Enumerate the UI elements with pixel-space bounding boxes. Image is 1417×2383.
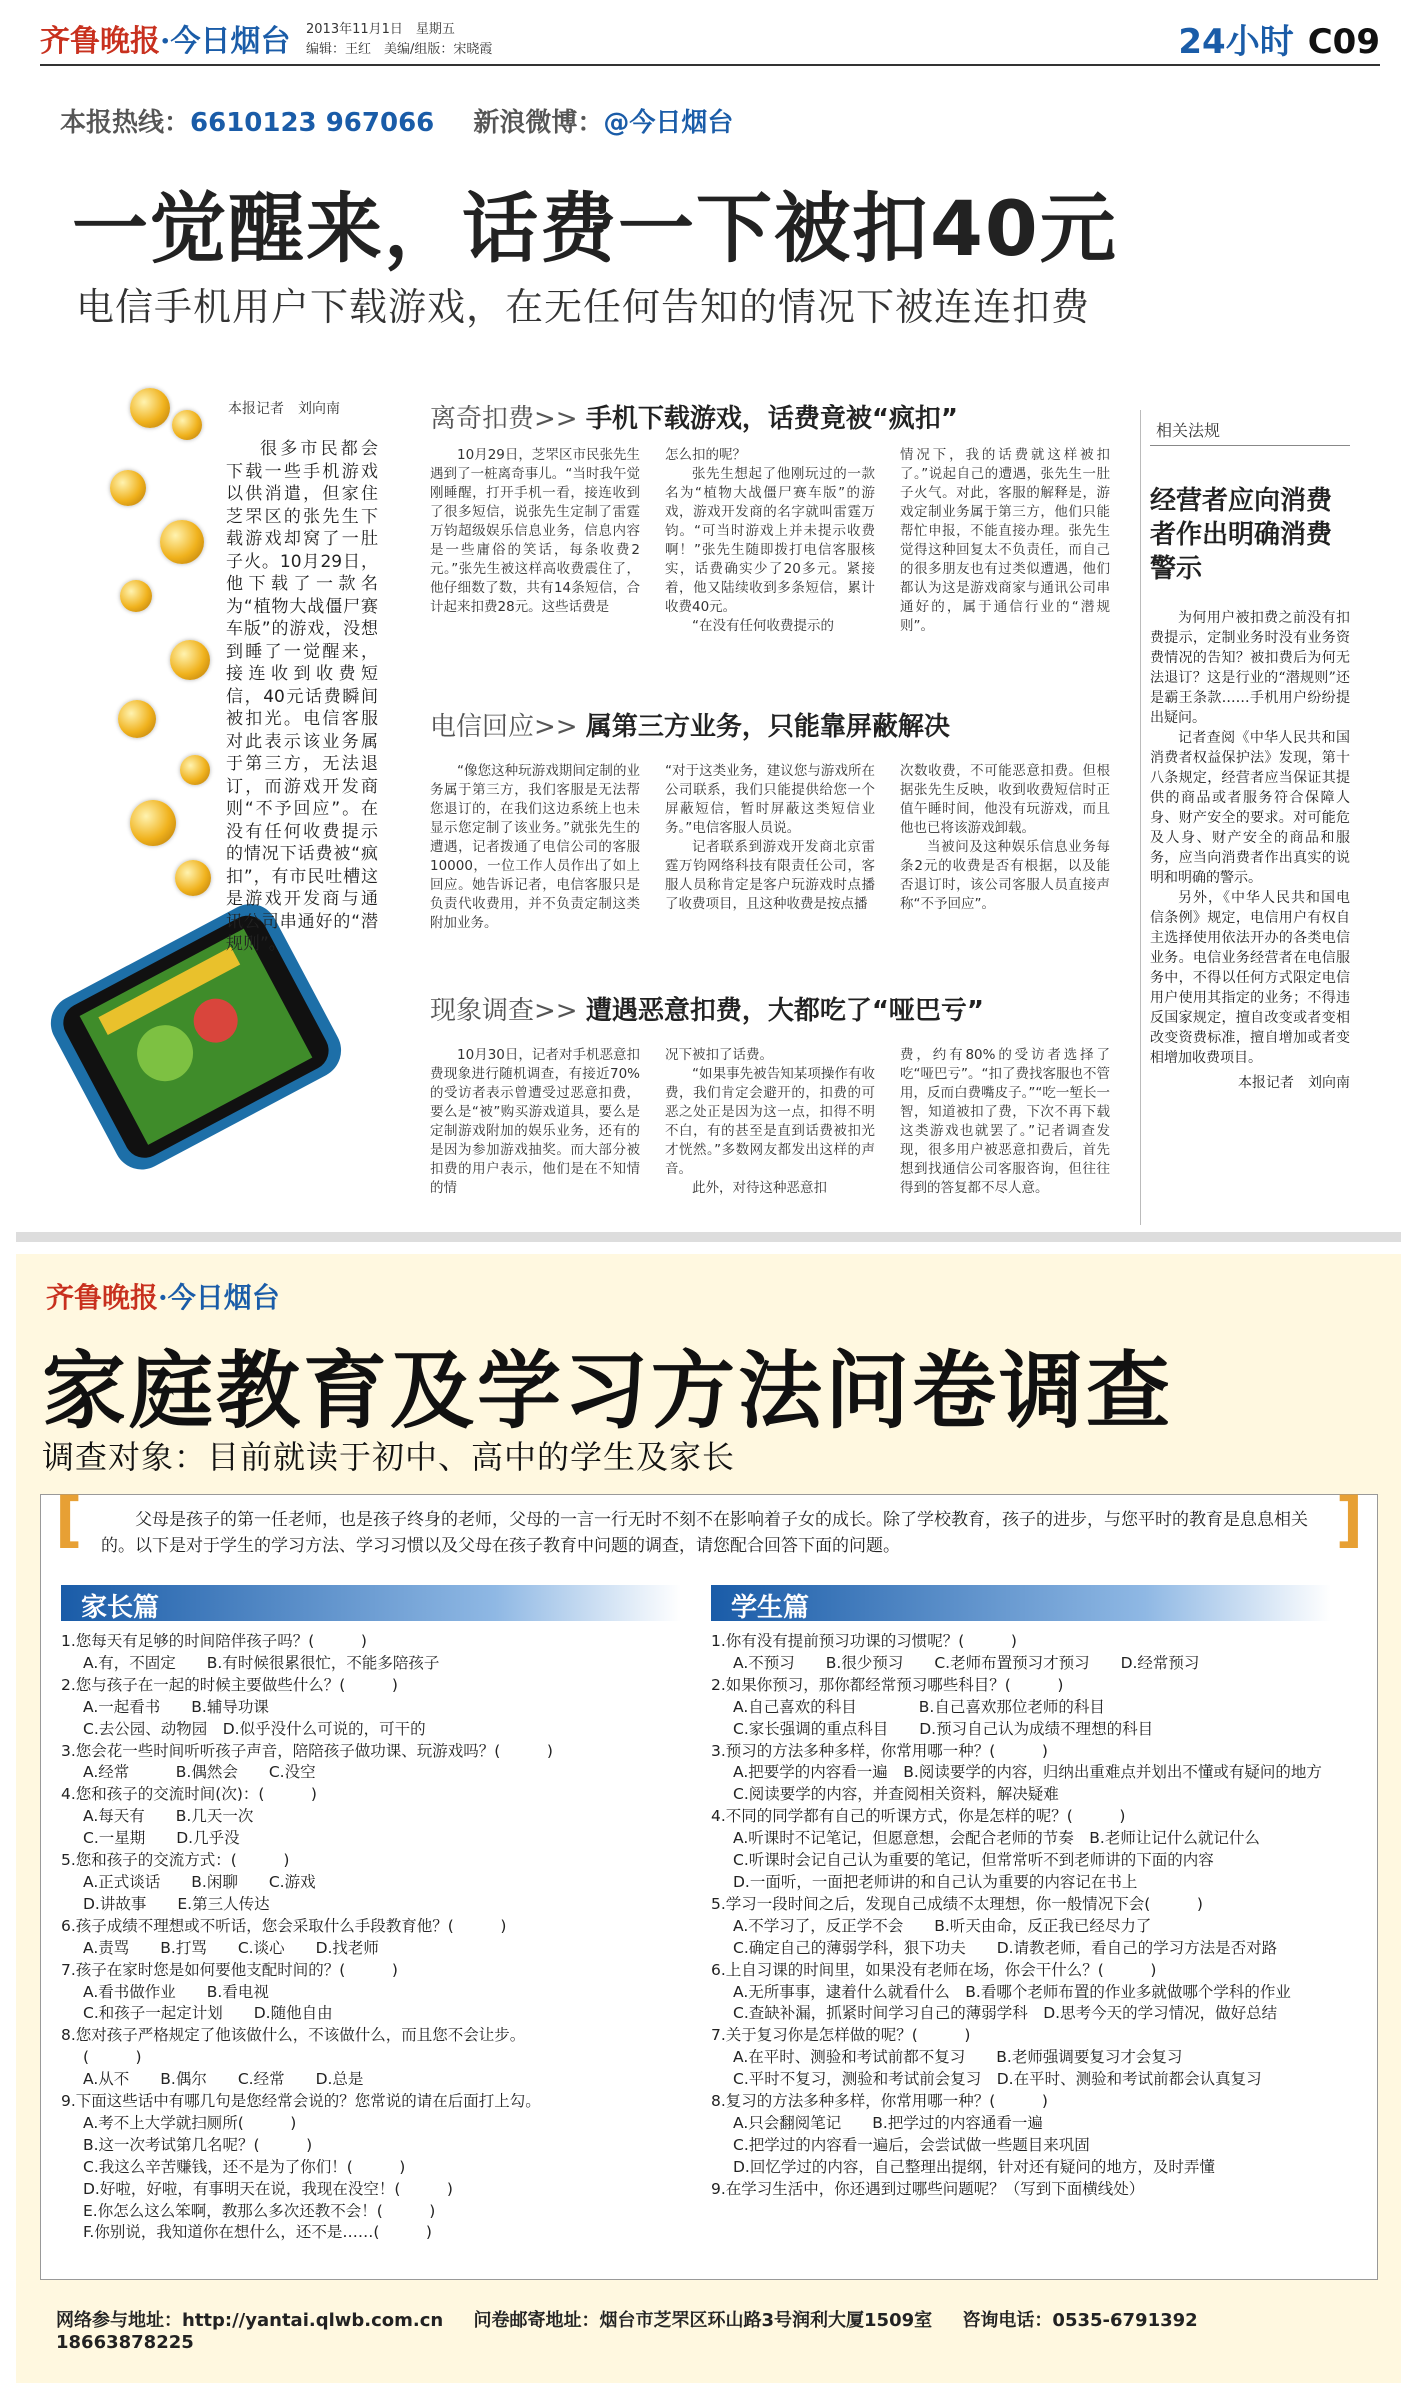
section-title: 遭遇恶意扣费，大都吃了“哑巴亏” bbox=[585, 996, 985, 1026]
headline: 一觉醒来，话费一下被扣40元 bbox=[72, 184, 1118, 273]
section-heading bbox=[430, 706, 950, 743]
contact-phone: 咨询电话：0535-6791392 18663878225 bbox=[56, 2310, 1216, 2353]
survey-option: ( ) bbox=[83, 2048, 142, 2067]
article-column bbox=[430, 446, 640, 617]
section-title: 属第三方业务，只能靠屏蔽解决 bbox=[585, 712, 950, 742]
gold-coin-icon bbox=[180, 755, 210, 785]
survey-title: 家庭教育及学习方法问卷调查 bbox=[42, 1342, 1174, 1440]
paragraph: 记者联系到游戏开发商北京雷霆万钧网络科技有限责任公司，客服人员称肯定是客户玩游戏时点播了收费项目，且这种收费是按点播 bbox=[665, 839, 875, 912]
mail-address: 问卷邮寄地址：烟台市芝罘区环山路3号润利大厦1509室 bbox=[473, 2310, 933, 2331]
paragraph: 情况下，我的话费就这样被扣了。”说起自己的遭遇，张先生一肚子火气。对此，客服的解释是，游戏定制业务属于第三方，他们只能帮忙申报，不能直接办理。张先生觉得这种回复太不负责任，而自己的很多朋友也有过类似遭遇，他们都认为这是游戏商家与通讯公司串通好的，属于通信行业的“潜规则”。 bbox=[900, 447, 1110, 634]
paragraph: 10月30日，记者对手机恶意扣费现象进行随机调查，有接近70%的受访者表示曾遭受过恶意扣费，要么是“被”购买游戏道具，要么是定制游戏附加的娱乐业务，还有的是因为参加游戏抽奖。而大部分被扣费的用户表示，他们是在不知情的情 bbox=[430, 1047, 640, 1196]
survey-option: C.平时不复习，测验和考试前会复习 D.在平时、测验和考试前都会认真复习 bbox=[733, 2070, 1262, 2089]
survey-option: B.这一次考试第几名呢？( ) bbox=[83, 2135, 313, 2154]
weibo-handle: @今日烟台 bbox=[603, 108, 734, 138]
survey-option: C.和孩子一起定计划 D.随他自由 bbox=[83, 2004, 333, 2023]
survey-option: A.不预习 B.很少预习 C.老师布置预习才预习 D.经常预习 bbox=[733, 1653, 1200, 1672]
section-label: 离奇扣费>> bbox=[430, 404, 586, 434]
sidebar-tag: 相关法规 bbox=[1150, 412, 1350, 446]
section-label: 电信回应>> bbox=[430, 712, 586, 742]
section-label: 现象调查>> bbox=[430, 996, 586, 1026]
survey-option: F.你别说，我知道你在想什么，还不是……( ) bbox=[83, 2223, 432, 2242]
survey-question: 5.您和孩子的交流方式：( ) bbox=[61, 1851, 290, 1870]
survey-option: D.好啦，好啦，有事明天在说，我现在没空！( ) bbox=[83, 2179, 453, 2198]
survey-option: A.不学习了，反正学不会 B.听天由命，反正我已经尽力了 bbox=[733, 1916, 1152, 1935]
article-column bbox=[900, 446, 1110, 636]
survey-option: D.一面听，一面把老师讲的和自己认为重要的内容记在书上 bbox=[733, 1872, 1138, 1891]
survey-question: 3.您会花一些时间听听孩子声音，陪陪孩子做功课、玩游戏吗？( ) bbox=[61, 1741, 553, 1760]
survey-option: E.你怎么这么笨啊，教那么多次还教不会！( ) bbox=[83, 2201, 436, 2220]
article-column bbox=[430, 1046, 640, 1198]
paragraph: “在没有任何收费提示的 bbox=[692, 618, 834, 634]
survey-option: C.一星期 D.几乎没 bbox=[83, 1829, 240, 1848]
survey-question: 3.预习的方法多种多样，你常用哪一种？( ) bbox=[711, 1741, 1048, 1760]
sidebar-paragraph: 记者查阅《中华人民共和国消费者权益保护法》发现，第十八条规定，经营者应当保证其提供的商品或者服务符合保障人身、财产安全的要求。对可能危及人身、财产安全的商品和服务，应当向消费者作出真实的说明和明确的警示。 bbox=[1150, 730, 1350, 886]
paragraph: 费，约有80%的受访者选择了吃“哑巴亏”。“扣了费找客服也不管用，反而白费嘴皮子。”“吃一堑长一智，知道被扣了费，下次不再下载这类游戏也就罢了。”记者调查发现，很多用户被恶意扣费后，首先想到找通信公司客服咨询，但往往得到的答复都不尽人意。 bbox=[900, 1047, 1110, 1196]
hotline-label: 本报热线： bbox=[60, 108, 191, 138]
survey-section-name: ·今日烟台 bbox=[158, 1281, 280, 1314]
paragraph: 当被问及这种娱乐信息业务每条2元的收费是否有根据，以及能否退订时，该公司客服人员直接声称“不予回应”。 bbox=[900, 839, 1110, 912]
survey-option: A.正式谈话 B.闲聊 C.游戏 bbox=[83, 1872, 316, 1891]
gold-coin-icon bbox=[175, 860, 211, 896]
survey-question: 7.孩子在家时您是如何要他支配时间的？( ) bbox=[61, 1960, 398, 1979]
sidebar-paragraph: 为何用户被扣费之前没有扣费提示，定制业务时没有业务资费情况的告知？被扣费后为何无法退订？这是行业的“潜规则”还是霸王条款……手机用户纷纷提出疑问。 bbox=[1150, 610, 1350, 726]
survey-option: C.阅读要学的内容，并查阅相关资料，解决疑难 bbox=[733, 1785, 1059, 1804]
editor-credits: 编辑：王红 美编/组版：宋晓霞 bbox=[306, 42, 493, 57]
page-code: C09 bbox=[1307, 22, 1380, 62]
students-section-header: 学生篇 bbox=[711, 1585, 1331, 1621]
gold-coin-icon bbox=[130, 388, 170, 428]
article-column bbox=[430, 762, 640, 933]
survey-question: 9.下面这些话中有哪几句是您经常会说的？您常说的请在后面打上勾。 bbox=[61, 2092, 541, 2111]
gold-coin-icon bbox=[120, 580, 152, 612]
survey-option: C.去公园、动物园 D.似乎没什么可说的，可干的 bbox=[83, 1719, 426, 1738]
survey-question: 1.你有没有提前预习功课的习惯呢？( ) bbox=[711, 1632, 1017, 1650]
survey-question: 8.复习的方法多种多样，你常用哪一种？( ) bbox=[711, 2092, 1048, 2111]
section-heading bbox=[430, 398, 958, 435]
page-number bbox=[1178, 14, 1380, 63]
paragraph: 此外，对待这种恶意扣 bbox=[692, 1180, 827, 1196]
article-column bbox=[900, 1046, 1110, 1198]
survey-question: 7.关于复习你是怎样做的呢？( ) bbox=[711, 2026, 971, 2045]
students-questions bbox=[711, 1631, 1322, 2201]
column-divider bbox=[1140, 410, 1141, 1225]
survey-option: C.我这么辛苦赚钱，还不是为了你们！( ) bbox=[83, 2157, 406, 2176]
survey-option: A.有，不固定 B.有时候很累很忙，不能多陪孩子 bbox=[83, 1653, 440, 1672]
online-address: 网络参与地址：http://yantai.qlwb.com.cn bbox=[56, 2310, 444, 2331]
survey-option: A.在平时、测验和考试前都不复习 B.老师强调要复习才会复习 bbox=[733, 2048, 1183, 2067]
survey-option: D.回忆学过的内容，自己整理出提纲，针对还有疑问的地方，及时弄懂 bbox=[733, 2157, 1215, 2176]
sidebar-paragraph: 另外，《中华人民共和国电信条例》规定，电信用户有权自主选择使用依法开办的各类电信业务。电信业务经营者在电信服务中，不得以任何方式限定电信用户使用其指定的业务；不得违反国家规定，擅自改变或者变相改变资费标准，擅自增加或者变相增加收费项目。 bbox=[1150, 890, 1350, 1066]
survey-question: 8.您对孩子严格规定了他该做什么，不该做什么，而且您不会让步。 bbox=[61, 2026, 526, 2045]
survey-question: 4.不同的同学都有自己的听课方式，你是怎样的呢？( ) bbox=[711, 1807, 1126, 1826]
paragraph: 怎么扣的呢？ bbox=[665, 447, 746, 463]
section-separator bbox=[16, 1232, 1401, 1242]
paragraph: “像您这种玩游戏期间定制的业务属于第三方，我们客服是无法帮您退订的，在我们这边系统上也未显示您定制了该业务。”就张先生的遭遇，记者拨通了电信公司的客服10000，一位工作人员作出了如上回应。她告诉记者，电信客服只是负责代收费用，并不负责定制这类附加业务。 bbox=[430, 763, 640, 931]
survey-footer bbox=[56, 2306, 1376, 2353]
article-byline: 本报记者 刘向南 bbox=[228, 401, 340, 417]
article-lead bbox=[226, 438, 378, 956]
article-column bbox=[665, 1046, 875, 1198]
survey-question: 6.孩子成绩不理想或不听话，您会采取什么手段教育他？( ) bbox=[61, 1916, 507, 1935]
bracket-right-icon: ] bbox=[1335, 1485, 1363, 1555]
survey-option: A.自己喜欢的科目 B.自己喜欢那位老师的科目 bbox=[733, 1697, 1105, 1716]
sidebar-byline: 本报记者 刘向南 bbox=[1238, 1075, 1350, 1091]
paragraph: 次数收费，不可能恶意扣费。但根据张先生反映，收到收费短信时正值午睡时间，他没有玩游戏，而且他也已将该游戏卸载。 bbox=[900, 763, 1110, 836]
survey-question: 2.如果你预习，那你都经常预习哪些科目？( ) bbox=[711, 1675, 1064, 1694]
bracket-left-icon: [ bbox=[55, 1485, 83, 1555]
survey-question: 6.上自习课的时间里，如果没有老师在场，你会干什么？( ) bbox=[711, 1960, 1157, 1979]
gold-coin-icon bbox=[172, 410, 202, 440]
survey-question: 5.学习一段时间之后，发现自己成绩不太理想，你一般情况下会( ) bbox=[711, 1894, 1203, 1913]
gold-coin-icon bbox=[110, 470, 146, 506]
logo-text: 齐鲁晚报 bbox=[40, 24, 160, 59]
survey-option: A.无所事事，逮着什么就看什么 B.看哪个老师布置的作业多就做哪个学科的作业 bbox=[733, 1982, 1291, 2001]
gold-coin-icon bbox=[130, 800, 176, 846]
questionnaire-box bbox=[40, 1485, 1378, 2280]
survey-option: A.把要学的内容看一遍 B.阅读要学的内容，归纳出重难点并划出不懂或有疑问的地方 bbox=[733, 1763, 1322, 1782]
parents-section-header: 家长篇 bbox=[61, 1585, 681, 1621]
survey-option: A.听课时不记笔记，但愿意想，会配合老师的节奏 B.老师让记什么就记什么 bbox=[733, 1829, 1260, 1848]
survey-option: A.考不上大学就扫厕所( ) bbox=[83, 2113, 297, 2132]
survey-option: C.把学过的内容看一遍后，会尝试做一些题目来巩固 bbox=[733, 2135, 1090, 2154]
section-heading bbox=[430, 990, 984, 1027]
survey-option: A.从不 B.偶尔 C.经常 D.总是 bbox=[83, 2070, 364, 2089]
sidebar-title: 经营者应向消费者作出明确消费警示 bbox=[1150, 486, 1333, 584]
related-law-sidebar bbox=[1150, 412, 1350, 1092]
issue-date: 2013年11月1日 星期五 bbox=[306, 22, 455, 37]
survey-option: C.听课时会记自己认为重要的笔记，但常常听不到老师讲的下面的内容 bbox=[733, 1851, 1214, 1870]
hotline-bar bbox=[60, 102, 733, 139]
survey-option: A.责骂 B.打骂 C.谈心 D.找老师 bbox=[83, 1938, 379, 1957]
survey-option: C.家长强调的重点科目 D.预习自己认为成绩不理想的科目 bbox=[733, 1719, 1154, 1738]
gold-coin-icon bbox=[170, 640, 210, 680]
survey-logo-text: 齐鲁晚报 bbox=[46, 1281, 159, 1314]
paragraph: 10月29日，芝罘区市民张先生遇到了一桩离奇事儿。“当时我午觉刚睡醒，打开手机一看，接连收到了很多短信，说张先生定制了雷霆万钧超级娱乐信息业务，信息内容是一些庸俗的笑话，每条收费2元。”张先生被这样高收费震住了，他仔细数了数，共有14条短信，合计起来扣费28元。这些话费是 bbox=[430, 447, 640, 615]
survey-option: A.每天有 B.几天一次 bbox=[83, 1807, 254, 1826]
parents-questions bbox=[61, 1631, 553, 2244]
survey-logo bbox=[46, 1276, 280, 1316]
paragraph: 况下被扣了话费。 bbox=[665, 1047, 773, 1063]
gold-coin-icon bbox=[160, 520, 204, 564]
survey-question: 9.在学习生活中，你还遇到过哪些问题呢？（写到下面横线处） bbox=[711, 2179, 1145, 2198]
subheadline: 电信手机用户下载游戏，在无任何告知的情况下被连连扣费 bbox=[76, 285, 1091, 329]
survey-question: 2.您与孩子在一起的时候主要做些什么？( ) bbox=[61, 1675, 398, 1694]
survey-option: A.看书做作业 B.看电视 bbox=[83, 1982, 269, 2001]
gold-coin-icon bbox=[118, 700, 156, 738]
section-name: ·今日烟台 bbox=[160, 24, 291, 59]
survey-option: C.查缺补漏，抓紧时间学习自己的薄弱学科 D.思考今天的学习情况，做好总结 bbox=[733, 2004, 1278, 2023]
survey-question: 1.您每天有足够的时间陪伴孩子吗？( ) bbox=[61, 1632, 367, 1650]
survey-intro: 父母是孩子的第一任老师，也是孩子终身的老师，父母的一言一行无时不刻不在影响着子女的成长。除了学校教育，孩子的进步，与您平时的教育是息息相关的。以下是对于学生的学习方法、学习习惯以及父母在孩子教育中问题的调查，请您配合回答下面的问题。 bbox=[101, 1510, 1308, 1556]
article-column bbox=[665, 762, 875, 914]
paper-logo bbox=[40, 16, 290, 60]
survey-option: A.经常 B.偶然会 C.没空 bbox=[83, 1763, 316, 1782]
survey-option: D.讲故事 E.第三人传达 bbox=[83, 1894, 270, 1913]
paragraph: 张先生想起了他刚玩过的一款名为“植物大战僵尸赛车版”的游戏，游戏开发商的名字就叫雷霆万钧。“可当时游戏上并未提示收费啊！”张先生随即拨打电信客服核实，话费确实少了20多元。紧接着，他又陆续收到多条短信，累计收费40元。 bbox=[665, 466, 875, 615]
article-column bbox=[665, 446, 875, 636]
lead-text: 很多市民都会下载一些手机游戏以供消遣，但家住芝罘区的张先生下载游戏却窝了一肚子火。10月29日，他下载了一款名为“植物大战僵尸赛车版”的游戏，没想到睡了一觉醒来，接连收到收费短信，40元话费瞬间被扣光。电信客服对此表示该业务属于第三方，无法退订，而游戏开发商则“不予回应”。在没有任何收费提示的情况下话费被“疯扣”，有市民吐槽这是游戏开发商与通讯公司串通好的“潜规则”。 bbox=[226, 439, 378, 954]
page-label: 24小时 bbox=[1178, 22, 1294, 62]
survey-subtitle: 调查对象：目前就读于初中、高中的学生及家长 bbox=[42, 1438, 736, 1476]
paragraph: “如果事先被告知某项操作有收费，我们肯定会避开的，扣费的可恶之处正是因为这一点，扣得不明不白，有的甚至是直到话费被扣光才恍然。”多数网友都发出这样的声音。 bbox=[665, 1066, 875, 1177]
survey-option: C.确定自己的薄弱学科，狠下功夫 D.请教老师，看自己的学习方法是否对路 bbox=[733, 1938, 1278, 1957]
sidebar-paragraphs bbox=[1150, 608, 1350, 1068]
hotline-numbers: 6610123 967066 bbox=[190, 108, 435, 138]
sidebar-text bbox=[1150, 608, 1350, 1068]
survey-question: 4.您和孩子的交流时间(次)：( ) bbox=[61, 1785, 317, 1804]
survey-option: A.一起看书 B.辅导功课 bbox=[83, 1697, 269, 1716]
section-title: 手机下载游戏，话费竟被“疯扣” bbox=[585, 404, 959, 434]
article-column bbox=[900, 762, 1110, 914]
survey-ad bbox=[16, 1254, 1401, 2383]
weibo-label: 新浪微博： bbox=[473, 108, 604, 138]
page-header bbox=[40, 14, 1380, 66]
survey-option: A.只会翻阅笔记 B.把学过的内容通看一遍 bbox=[733, 2113, 1043, 2132]
paragraph: “对于这类业务，建议您与游戏所在公司联系，我们只能提供给您一个屏蔽短信，暂时屏蔽这类短信业务。”电信客服人员说。 bbox=[665, 763, 875, 836]
